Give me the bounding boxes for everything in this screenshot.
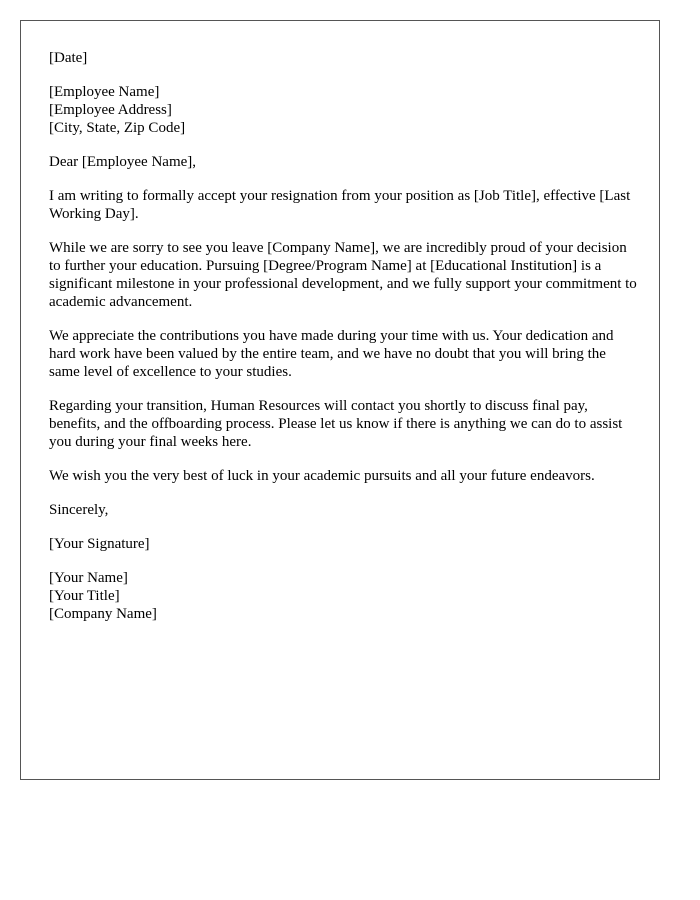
closing: Sincerely, (49, 502, 109, 518)
date-block (49, 49, 639, 67)
paragraph-well-wishes: We wish you the very best of luck in your academic pursuits and all your future endeavors. (49, 468, 595, 484)
letter-date: [Date] (49, 50, 88, 66)
sender-title: [Your Title] (49, 588, 120, 604)
recipient-city-state-zip: [City, State, Zip Code] (49, 120, 186, 136)
recipient-name: [Employee Name] (49, 84, 160, 100)
sender-company: [Company Name] (49, 606, 157, 622)
sender-block (49, 569, 639, 623)
recipient-address: [Employee Address] (49, 102, 172, 118)
salutation: Dear [Employee Name], (49, 154, 197, 170)
paragraph-appreciation: We appreciate the contributions you have made during your time with us. Your dedication and hard work have been valued by the entire team, and we have no doubt that you will bring the same level of excellence to your studies. (49, 328, 614, 380)
paragraph-education: While we are sorry to see you leave [Company Name], we are incredibly proud of your decision to further your education. Pursuing [Degree/Program Name] at [Educational Institution] is a significant milestone in your professional development, and we fully support your commitment to academic advancement. (49, 240, 637, 310)
paragraph-acceptance: I am writing to formally accept your resignation from your position as [Job Title], effective [Last Working Day]. (49, 188, 631, 222)
signature: [Your Signature] (49, 536, 150, 552)
letter-body (49, 49, 639, 639)
sender-name: [Your Name] (49, 570, 128, 586)
paragraph-transition: Regarding your transition, Human Resources will contact you shortly to discuss final pay, benefits, and the offboarding process. Please let us know if there is anything we can do to assist you during your final weeks here. (49, 398, 623, 450)
letter-page (20, 20, 660, 780)
recipient-block (49, 83, 639, 137)
